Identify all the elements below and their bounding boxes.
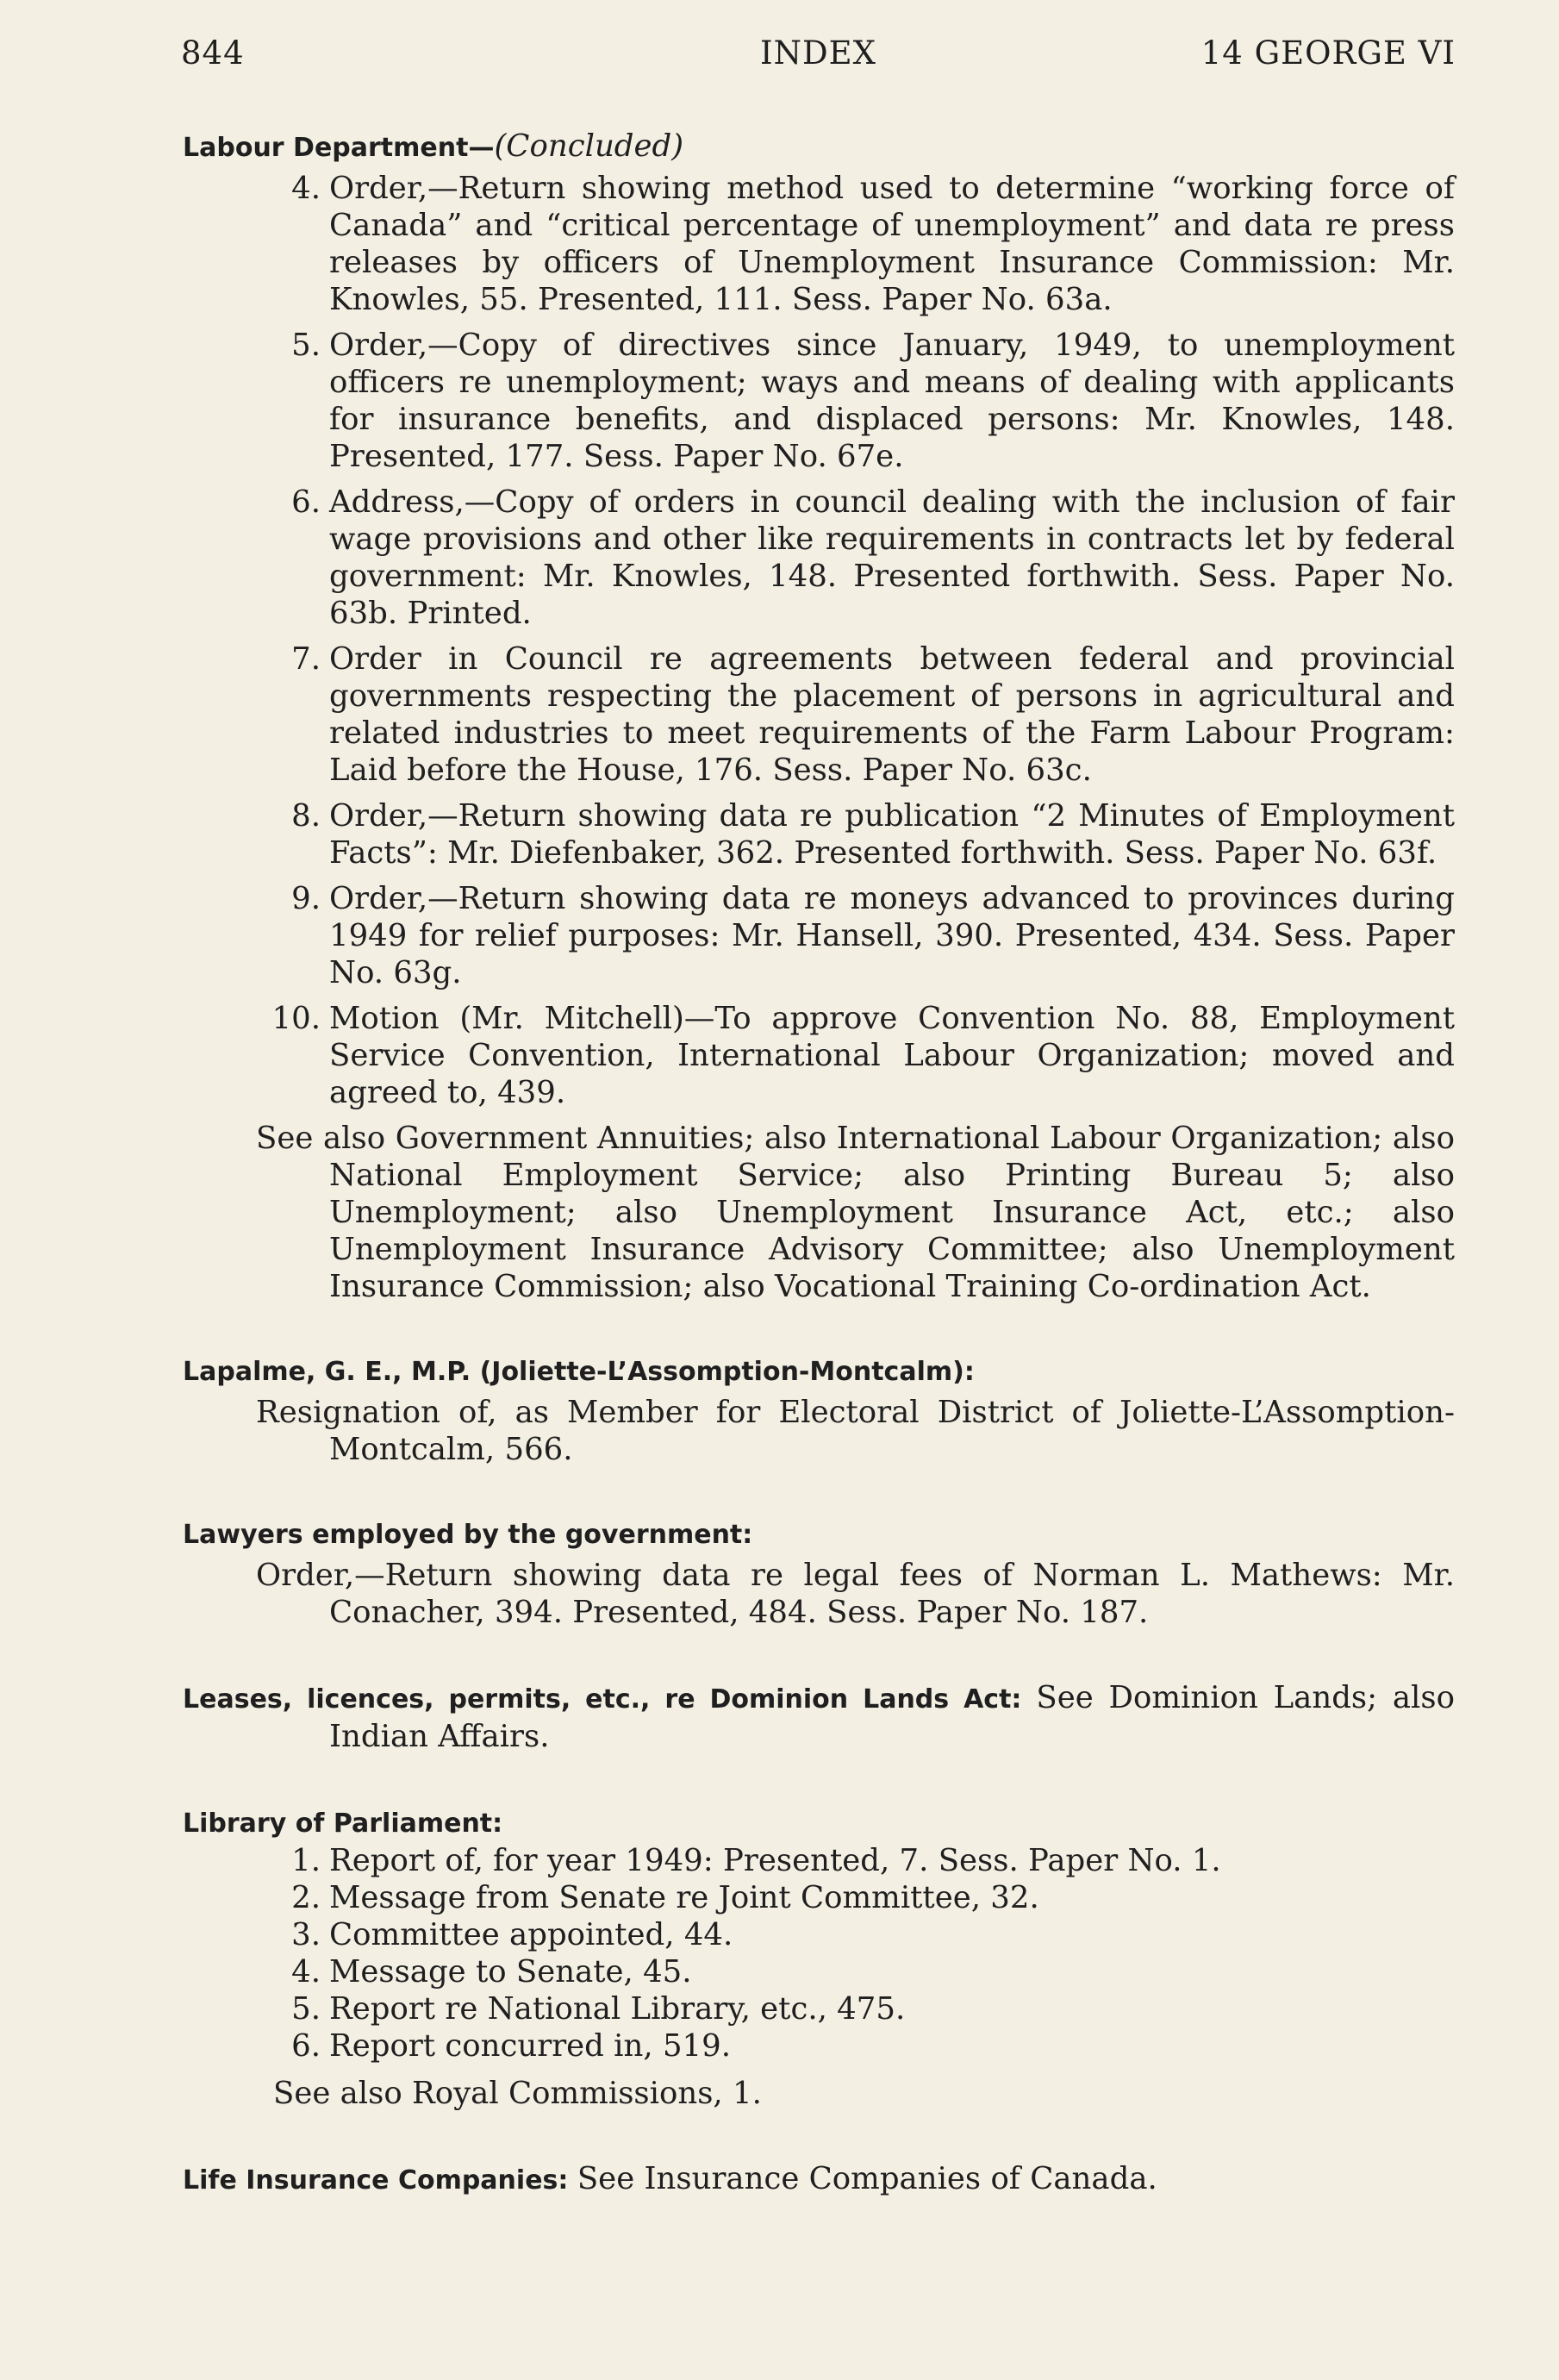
labour-see-also: See also Government Annuities; also International Labour Organization; also National Employment Service; also Printing Bureau 5; also Unemployment; also Unemployment Insurance Act, etc.; also Unemployment Insurance Advisory Committee; also Unemployment Insurance Commission; also Vocational Training Co-ordination Act. [256, 1121, 1455, 1304]
lapalme-heading: Lapalme, G. E., M.P. (Joliette-L’Assomption-Montcalm): [183, 1357, 975, 1387]
labour-item: 8. Order,—Return showing data re publication “2 Minutes of Employment Facts”: Mr. Diefenbaker, 362. Presented forthwith. Sess. Paper No. 63f. [291, 798, 1455, 871]
labour-item: 5. Order,—Copy of directives since January, 1949, to unemployment officers re unemployment; ways and means of dealing with applicants for insurance benefits, and displaced persons: Mr. Knowles, 148. Presented, 177. Sess. Paper No. 67e. [291, 328, 1455, 474]
library-see-also: See also Royal Commissions, 1. [273, 2076, 762, 2111]
leases-entry [183, 1679, 1455, 1757]
lawyers-heading: Lawyers employed by the government: [183, 1520, 753, 1550]
leases-cross-reference: See Dominion Lands; also Indian Affairs. [329, 1680, 1455, 1754]
life-insurance-cross-reference: See Insurance Companies of Canada. [577, 2161, 1157, 2196]
lapalme-entry [183, 1353, 1455, 1468]
labour-heading: Labour Department—(Concluded) [183, 128, 684, 164]
lawyers-order: Order,—Return showing data re legal fees of Norman L. Mathews: Mr. Conacher, 394. Presented, 484. Sess. Paper No. 187. [256, 1558, 1455, 1630]
labour-item: 6. Address,—Copy of orders in council dealing with the inclusion of fair wage provisions and other like requirements in contracts let by federal government: Mr. Knowles, 148. Presented forthwith. Sess. Paper No. 63b. Printed. [291, 484, 1455, 631]
lawyers-entry [183, 1516, 1455, 1631]
labour-item: 9. Order,—Return showing data re moneys advanced to provinces during 1949 for relief purposes: Mr. Hansell, 390. Presented, 434. Sess. Paper No. 63g. [291, 881, 1455, 990]
library-heading: Library of Parliament: [183, 1808, 503, 1839]
volume-label: 14 GEORGE VI [1200, 34, 1456, 72]
running-title: INDEX [759, 34, 877, 72]
library-entry [183, 1805, 1455, 2112]
library-item: 4. Message to Senate, 45. [291, 1954, 692, 1990]
labour-item: 10. Motion (Mr. Mitchell)—To approve Convention No. 88, Employment Service Convention, International Labour Organization; moved and agreed to, 439. [271, 1001, 1455, 1110]
library-item: 2. Message from Senate re Joint Committee, 32. [291, 1880, 1039, 1915]
library-item: 3. Committee appointed, 44. [291, 1917, 733, 1952]
labour-department-entry [183, 128, 1455, 1305]
page-number: 844 [181, 34, 245, 72]
labour-item: 7. Order in Council re agreements between federal and provincial governments respecting the placement of persons in agricultural and related industries to meet requirements of the Farm Labour Program: Laid before the House, 176. Sess. Paper No. 63c. [291, 641, 1455, 788]
page-header [181, 34, 1456, 78]
labour-item: 4. Order,—Return showing method used to determine “working force of Canada” and “critical percentage of unemployment” and data re press releases by officers of Unemployment Insurance Commission: Mr. Knowles, 55. Presented, 111. Sess. Paper No. 63a. [291, 171, 1455, 317]
life-insurance-heading: Life Insurance Companies: See Insurance Companies of Canada. [183, 2161, 1157, 2196]
library-item: 5. Report re National Library, etc., 475. [291, 1991, 906, 2027]
index-content [183, 128, 1455, 2199]
lapalme-resignation: Resignation of, as Member for Electoral District of Joliette-L’Assomption-Montcalm, 566. [256, 1395, 1455, 1467]
library-item: 6. Report concurred in, 519. [291, 2028, 732, 2064]
leases-heading: Leases, licences, permits, etc., re Dominion Lands Act: See Dominion Lands; also Indian Affairs. [183, 1680, 1455, 1754]
life-insurance-entry [183, 2160, 1455, 2199]
library-item: 1. Report of, for year 1949: Presented, 7. Sess. Paper No. 1. [291, 1843, 1221, 1878]
